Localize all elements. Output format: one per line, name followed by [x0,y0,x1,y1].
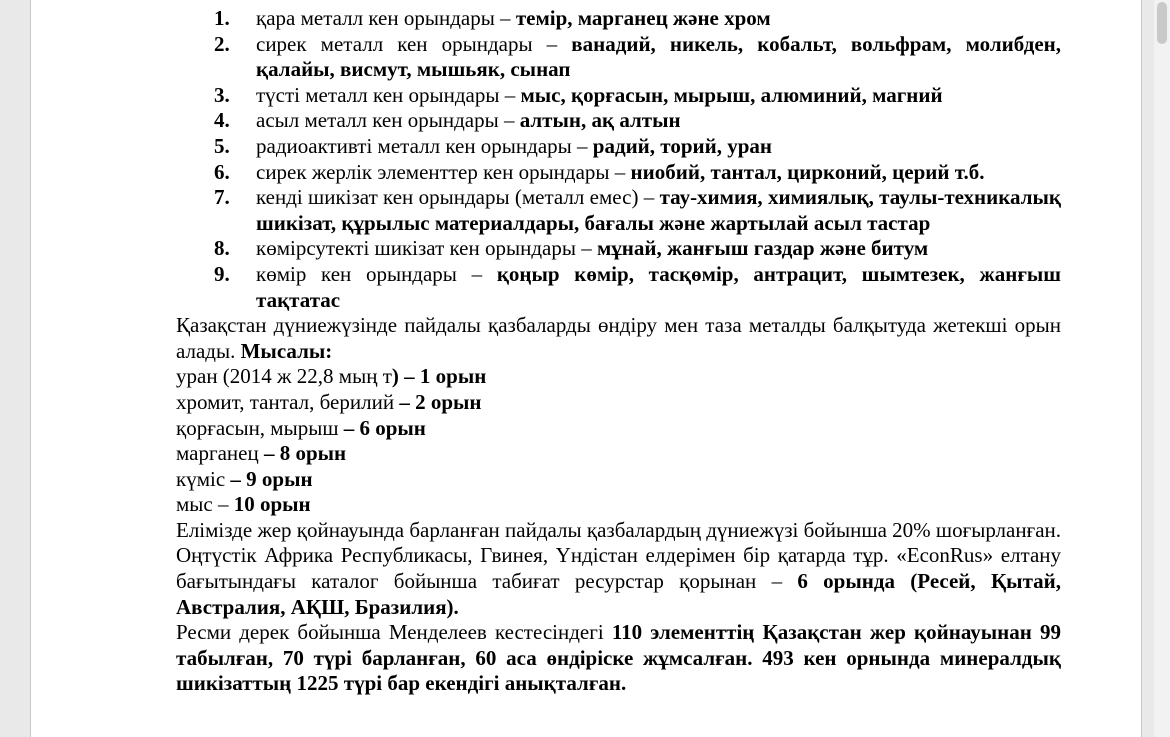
list-item-bold: мұнай, жанғыш газдар және битум [596,236,929,261]
ranking-line [176,390,1061,416]
list-number: 5. [214,133,230,158]
official-paragraph [176,620,1061,697]
list-number: 4. [214,108,230,133]
ranking-text: уран (2014 ж 22,8 мың т [176,364,392,389]
list-item-text: радиоактивті металл кен орындары – [256,133,593,158]
list-item [176,32,1061,83]
list-number: 8. [214,236,230,261]
ranking-text: қорғасын, мырыш [176,415,344,440]
list-item [176,134,1061,160]
list-item-bold: радий, торий, уран [592,133,772,158]
ranking-line [176,364,1061,390]
list-item [176,160,1061,186]
list-item-bold: тау-химия, химиялық, таулы-техникалық шикізат, құрылыс материалдары, бағалы және жартылай асыл тастар [256,185,1061,235]
list-item-text: кенді шикізат кен орындары (металл емес) – [256,185,660,210]
list-number: 2. [214,31,230,56]
share-paragraph [176,518,1061,620]
ranking-text: марганец [176,441,264,466]
ranking-line [176,492,1061,518]
list-item [176,236,1061,262]
list-item-bold: қоңыр көмір, тасқөмір, антрацит, шымтезек, жанғыш тақтатас [256,261,1061,312]
ranking-bold: – 6 орын [343,415,426,440]
list-item-text: түсті металл кен орындары – [256,82,521,107]
list-item [176,83,1061,109]
intro-text: Қазақстан дүниежүзінде пайдалы қазбаларды өндіру мен таза металды балқытуда жетекші орын алады. [176,313,1061,363]
ranking-text: хромит, тантал, берилий [176,389,400,414]
list-number: 9. [214,261,230,286]
ranking-bold: ) – 1 орын [391,364,487,389]
ranking-bold: – 2 орын [399,389,482,414]
ranking-line [176,441,1061,467]
list-item-bold: алтын, ақ алтын [519,108,681,133]
document-content [176,6,1061,697]
list-number: 7. [214,185,230,210]
list-item [176,108,1061,134]
list-item-text: сирек металл кен орындары – [256,31,572,56]
ranking-bold: 10 орын [233,492,311,517]
list-item-text: көмір кен орындары – [256,261,497,286]
ranking-line [176,467,1061,493]
ranking-bold: – 8 орын [263,441,347,466]
vertical-scrollbar[interactable] [1154,0,1170,737]
ranking-bold: – 9 орын [230,466,313,491]
list-item [176,185,1061,236]
ranking-line [176,416,1061,442]
list-item-bold: ниобий, тантал, цирконий, церий т.б. [630,159,985,184]
official-text: Ресми дерек бойынша Менделеев кестесіндегі [176,620,612,645]
deposit-list [176,6,1061,313]
intro-paragraph [176,313,1061,364]
list-item-text: асыл металл кен орындары – [256,108,520,133]
list-number: 3. [214,82,230,107]
list-item-text: қара металл кен орындары – [256,6,516,30]
list-item-bold: ванадий, никель, кобальт, вольфрам, молибден, қалайы, висмут, мышьяк, сынап [256,31,1061,82]
list-item-text: сирек жерлік элементтер кен орындары – [256,159,631,184]
ranking-text: мыс – [176,492,234,517]
list-item-bold: мыс, қорғасын, мырыш, алюминий, магний [520,82,943,107]
intro-bold: Мысалы: [240,338,333,363]
official-bold: 110 элементтің Қазақстан жер қойнауынан 99 табылған, 70 түрі барланған, 60 аса өндіріске жұмсалған. 493 кен орнында минералдық шикізаттың 1225 түрі бар екендігі анықталған. [176,620,1061,696]
scrollbar-thumb[interactable] [1157,2,1167,44]
list-item [176,262,1061,313]
share-bold: 6 орында (Ресей, Қытай, Австралия, АҚШ, Бразилия). [176,569,1061,619]
list-number: 6. [214,159,230,184]
list-number: 1. [214,6,230,30]
document-page [30,0,1142,737]
list-item-text: көмірсутекті шикізат кен орындары – [256,236,597,261]
share-text: Елімізде жер қойнауында барланған пайдалы қазбалардың дүниежүзі бойынша 20% шоғырланған. Оңтүстік Африка Республикасы, Гвинея, Үндістан елдерімен бір қатарда тұр. «EconRus» елтану бағытындағы каталог бойынша табиғат ресурстар қорынан – [176,517,1061,594]
ranking-text: күміс [176,466,231,491]
list-item [176,6,1061,32]
list-item-bold: темір, марганец және хром [515,6,771,30]
